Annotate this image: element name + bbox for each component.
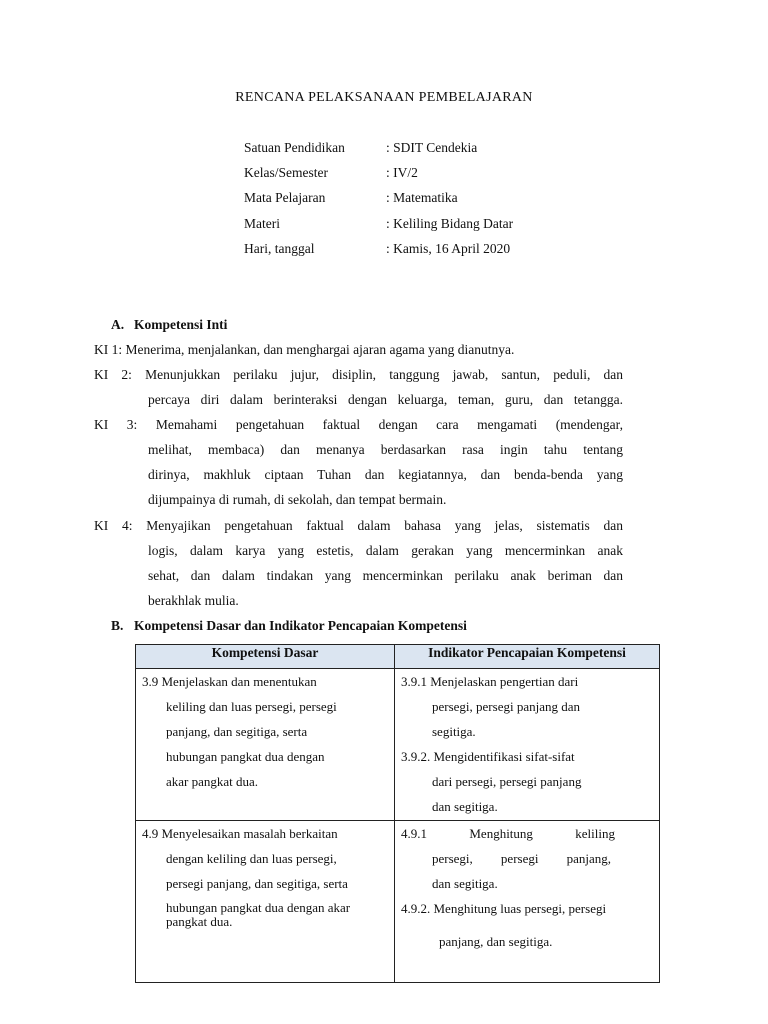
- ki-line: KI 1: Menerima, menjalankan, dan menghargai ajaran agama yang dianutnya.: [94, 342, 515, 357]
- document-title: RENCANA PELAKSANAAN PEMBELAJARAN: [235, 90, 533, 105]
- cell-line: persegi, persegi panjang dan: [432, 699, 581, 714]
- identity-value: : IV/2: [386, 165, 418, 180]
- identity-value: : Keliling Bidang Datar: [386, 216, 514, 231]
- cell-line: 4.9.2. Menghitung luas persegi, persegi: [401, 901, 607, 916]
- cell-line: panjang, dan segitiga, serta: [166, 724, 308, 739]
- cell-line: panjang, dan segitiga.: [439, 934, 553, 949]
- ki-line: KI 3: Memahami pengetahuan faktual dengan cara mengamati (mendengar,: [94, 417, 623, 432]
- identity-label: Hari, tanggal: [244, 241, 315, 256]
- cell-line: dan segitiga.: [432, 799, 498, 814]
- identity-row: [244, 190, 458, 206]
- ki-4: [94, 513, 623, 613]
- cell-line: persegi, persegi panjang,: [432, 851, 611, 866]
- cell-line: 3.9.1 Menjelaskan pengertian dari: [401, 674, 579, 689]
- ki-line: logis, dalam karya yang estetis, dalam gerakan yang mencerminkan anak: [148, 543, 623, 558]
- cell-line: hubungan pangkat dua dengan: [166, 749, 325, 764]
- column-header: Indikator Pencapaian Kompetensi: [395, 645, 660, 669]
- ki-line: dijumpainya di rumah, di sekolah, dan tempat bermain.: [148, 492, 447, 507]
- ki-line: melihat, membaca) dan menanya berdasarkan rasa ingin tahu tentang: [148, 442, 623, 457]
- identity-value: : Matematika: [386, 190, 458, 205]
- identity-row: [244, 216, 513, 232]
- cell-line: 4.9 Menyelesaikan masalah berkaitan: [142, 826, 338, 841]
- cell-line: segitiga.: [432, 724, 476, 739]
- cell-line: persegi panjang, dan segitiga, serta: [166, 876, 348, 891]
- section-title: Kompetensi Dasar dan Indikator Pencapaian Kompetensi: [134, 618, 467, 633]
- cell-line: hubungan pangkat dua dengan akar: [166, 900, 351, 915]
- cell-line: dan segitiga.: [432, 876, 498, 891]
- column-header: Kompetensi Dasar: [136, 645, 395, 669]
- section-number: A.: [111, 317, 125, 332]
- section-number: B.: [111, 618, 124, 633]
- identity-value: : Kamis, 16 April 2020: [386, 241, 511, 256]
- cell-line: 3.9.2. Mengidentifikasi sifat-sifat: [401, 749, 575, 764]
- identity-label: Mata Pelajaran: [244, 190, 326, 205]
- ipk-cell: [395, 821, 660, 983]
- identity-label: Satuan Pendidikan: [244, 140, 345, 155]
- ipk-cell: [395, 669, 660, 821]
- section-b-heading: [111, 618, 467, 634]
- section-a-heading: [111, 317, 227, 333]
- cell-line: pangkat dua.: [166, 914, 233, 929]
- cell-line: keliling dan luas persegi, persegi: [166, 699, 337, 714]
- table-row: [136, 821, 660, 983]
- identity-value: : SDIT Cendekia: [386, 140, 478, 155]
- identity-row: [244, 165, 418, 181]
- cell-line: dari persegi, persegi panjang: [432, 774, 582, 789]
- ki-3: [94, 412, 623, 512]
- ki-2: [94, 362, 623, 412]
- ki-line: percaya diri dalam berinteraksi dengan keluarga, teman, guru, dan tetangga.: [148, 392, 623, 407]
- kd-cell: [136, 821, 395, 983]
- ki-line: dirinya, makhluk ciptaan Tuhan dan kegiatannya, dan benda-benda yang: [148, 467, 623, 482]
- section-title: Kompetensi Inti: [134, 317, 228, 332]
- ki-1: [94, 337, 623, 362]
- cell-line: akar pangkat dua.: [166, 774, 259, 789]
- ki-line: KI 4: Menyajikan pengetahuan faktual dalam bahasa yang jelas, sistematis dan: [94, 518, 623, 533]
- identity-row: [244, 140, 477, 156]
- kd-cell: [136, 669, 395, 821]
- cell-line: 4.9.1 Menghitung keliling: [401, 826, 615, 841]
- cell-line: dengan keliling dan luas persegi,: [166, 851, 337, 866]
- table-header-row: [136, 645, 660, 669]
- table-row: [136, 669, 660, 821]
- competency-table: [135, 644, 660, 983]
- ki-line: berakhlak mulia.: [148, 593, 239, 608]
- ki-line: KI 2: Menunjukkan perilaku jujur, disiplin, tanggung jawab, santun, peduli, dan: [94, 367, 623, 382]
- identity-label: Materi: [244, 216, 280, 231]
- cell-line: 3.9 Menjelaskan dan menentukan: [142, 674, 317, 689]
- identity-row: [244, 241, 510, 257]
- identity-label: Kelas/Semester: [244, 165, 328, 180]
- ki-line: sehat, dan dalam tindakan yang mencerminkan perilaku anak beriman dan: [148, 568, 623, 583]
